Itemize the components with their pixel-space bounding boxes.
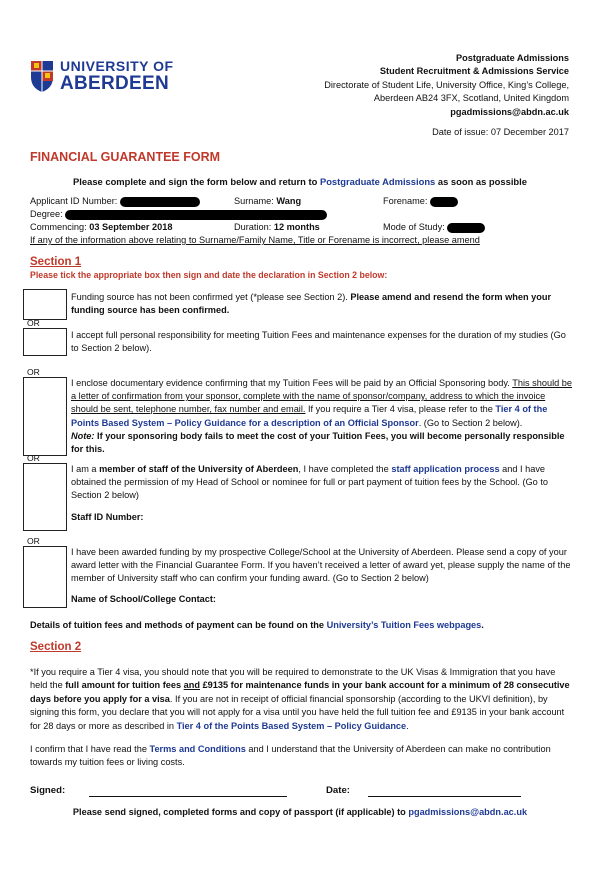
form-instruction: Please complete and sign the form below and return to Postgraduate Admissions as soon as possible [73, 176, 527, 187]
redacted-mode [447, 223, 485, 233]
footer-email-link[interactable]: pgadmissions@abdn.ac.uk [408, 807, 528, 817]
duration-field: Duration: 12 months [234, 222, 320, 232]
staff-application-link[interactable]: staff application process [391, 464, 500, 474]
commencing-field: Commencing: 03 September 2018 [30, 222, 173, 232]
section1-subheading: Please tick the appropriate box then sign and date the declaration in Section 2 below: [30, 270, 388, 280]
address-line1: Directorate of Student Life, University Office, King’s College, [324, 79, 569, 90]
option1-text: Funding source has not been confirmed yet (*please see Section 2). Please amend and resend the form when your funding source has been confirmed. [71, 292, 552, 316]
amend-note: If any of the information above relating to Surname/Family Name, Title or Forename is incorrect, please amend [30, 235, 480, 245]
address-dept: Postgraduate Admissions [456, 53, 569, 63]
redacted-forename [430, 197, 458, 207]
option2-text: I accept full personal responsibility for meeting Tuition Fees and maintenance expenses for the duration of my studies (Go to Section 2 below). [71, 330, 566, 354]
or-label: OR [27, 367, 40, 377]
section2-paragraph1: *If you require a Tier 4 visa, you should note that you will be required to demonstrate to the UK Visas & Immigration that you have held the full amount for tuition fees and £9135 for maintenance funds in your bank account for a minimum of 28 consecutive days before you apply for a visa. If you are not in receipt of official financial sponsorship (according to the UKVI definition), by signing this form, you declare that you will not apply for a visa until you have held the full tuition fee and £9135 in your bank account for 28 days or more as described in Tier 4 of the Points Based System – Policy Guidance. [30, 667, 570, 731]
surname-value: Wang [276, 196, 302, 206]
address-line2: Aberdeen AB24 3FX, Scotland, United Kingdom [373, 93, 569, 104]
form-title: FINANCIAL GUARANTEE FORM [30, 150, 221, 164]
redacted-degree [65, 210, 327, 220]
terms-conditions-link[interactable]: Terms and Conditions [149, 744, 246, 754]
option3-checkbox[interactable] [23, 377, 67, 456]
mode-field: Mode of Study: [383, 222, 485, 233]
option1-checkbox[interactable] [23, 289, 67, 320]
staff-id-label: Staff ID Number: [71, 512, 144, 522]
crest-icon [30, 59, 54, 93]
or-label: OR [27, 318, 40, 328]
tier4-guidance-link[interactable]: Tier 4 of the Points Based System – Policy Guidance [176, 720, 407, 731]
option5-text: I have been awarded funding by my prospective College/School at the University of Aberdeen. Please send a copy of your award letter with the Financial Guarantee Form. If you haven’t received a letter of award yet, please supply the name of the member of University staff who can confirm your funding award. (Go to Section 2 below) [71, 547, 571, 584]
option4-checkbox[interactable] [23, 463, 67, 531]
surname-field: Surname: Wang [234, 196, 302, 206]
date-of-issue: Date of issue: 07 December 2017 [432, 127, 569, 137]
fees-line: Details of tuition fees and methods of payment can be found on the University’s Tuition Fees webpages. [30, 620, 484, 630]
applicant-id-label: Applicant ID Number: [30, 196, 118, 206]
option3-text: I enclose documentary evidence confirming that my Tuition Fees will be paid by an Official Sponsoring body. This should be a letter of confirmation from your sponsor, complete with the name of sponsor/company, address to which the invoice should be sent, telephone number, fax number and email. If you require a Tier 4 visa, please refer to the Tier 4 of the Points Based System – Policy Guidance for a description of an Official Sponsor. (Go to Section 2 below). Note: If your sponsoring body fails to meet the cost of your Tuition Fees, you will become personally responsible for this. [71, 378, 573, 455]
option5-checkbox[interactable] [23, 546, 67, 608]
logo-line1: UNIVERSITY OF [60, 58, 174, 74]
signed-label: Signed: [30, 785, 66, 796]
date-label: Date: [326, 785, 350, 796]
footer-instruction: Please send signed, completed forms and copy of passport (if applicable) to pgadmissions@abdn.ac.uk [72, 807, 528, 817]
school-contact-label: Name of School/College Contact: [71, 594, 216, 604]
address-block [324, 52, 569, 119]
address-service: Student Recruitment & Admissions Service [379, 66, 569, 77]
redacted-id [120, 197, 200, 207]
section1-heading: Section 1 [30, 256, 82, 268]
logo-line2: ABERDEEN [60, 73, 170, 94]
forename-field: Forename: [383, 196, 458, 207]
tuition-fees-link[interactable]: University’s Tuition Fees webpages [326, 620, 482, 630]
university-logo [30, 58, 190, 96]
degree-row: Degree: [30, 209, 327, 220]
or-label: OR [27, 453, 40, 463]
or-label: OR [27, 536, 40, 546]
option2-checkbox[interactable] [23, 328, 67, 356]
address-email[interactable]: pgadmissions@abdn.ac.uk [450, 106, 569, 117]
section2-paragraph2: I confirm that I have read the Terms and Conditions and I understand that the University of Aberdeen can make no contribution towards my tuition fees or living costs. [30, 744, 551, 768]
applicant-id-row [30, 196, 200, 207]
section2-heading: Section 2 [30, 641, 82, 653]
signature-line[interactable] [89, 796, 287, 797]
date-line[interactable] [368, 796, 521, 797]
postgraduate-admissions-link[interactable]: Postgraduate Admissions [319, 176, 436, 187]
option4-text: I am a member of staff of the University of Aberdeen, I have completed the staff application process and I have obtained the permission of my Head of School or nominee for full or part payment of tuition fees by the School. (Go to Section 2 below) [71, 464, 548, 501]
tier4-policy-link[interactable]: Tier 4 of the Points Based System – Policy Guidance for a description of an Official Sponsor [71, 404, 548, 428]
